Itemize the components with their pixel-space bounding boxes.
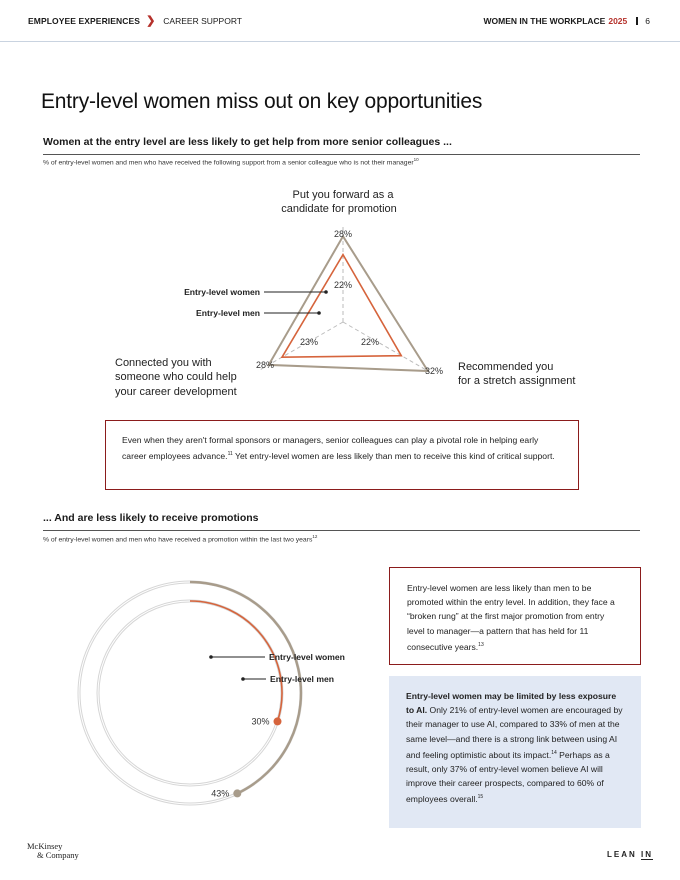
radial-bar-endpoint-men [233, 789, 241, 797]
radial-value-label-men: 43% [211, 788, 230, 799]
ring-tracks [79, 582, 301, 804]
subtitle-text: % of entry-level women and men who have received the following support from a senior colleague who is not their manager [43, 159, 414, 167]
legend-dot-women [324, 290, 328, 294]
callout-text: Only 21% of entry-level women are encouraged by their manager to use AI, compared to 33% of men at the same level—and there is a strong link between using AI and feeling optimistic about its impact. [406, 705, 623, 760]
radial-bar-women [190, 601, 282, 721]
callout-senior-support [105, 420, 579, 490]
page-title: Entry-level women miss out on key opportunities [41, 90, 483, 113]
lean-in-logo [607, 850, 653, 860]
radar-value-label-men: 28% [333, 229, 353, 239]
report-year: 2025 [608, 16, 628, 26]
logo-line: & Company [37, 850, 79, 860]
radar-axis-label: Connected you with [115, 357, 212, 369]
radar-legend [184, 287, 328, 318]
radar-value-label-women: 22% [361, 337, 380, 347]
footnote-ref: 11 [227, 450, 233, 457]
radial-bar-endpoint-women [274, 717, 282, 725]
callout-text: Even when they aren't formal sponsors or managers, senior colleagues can play a pivotal role in helping early career employees advance. [122, 435, 539, 461]
chevron-right-icon: ❯ [146, 15, 156, 27]
legend-label-men: Entry-level men [196, 308, 260, 318]
breadcrumb-page[interactable]: CAREER SUPPORT [163, 16, 243, 26]
radial-bar-men [190, 582, 301, 793]
legend-dot-men [317, 311, 321, 315]
ring-track-outer-inner [79, 582, 301, 804]
footnote-ref: 13 [478, 641, 484, 648]
callout-broken-rung [389, 567, 641, 665]
logo-text: LEAN [607, 850, 641, 859]
page-number: 6 [645, 16, 650, 26]
legend-label-women: Entry-level women [269, 652, 345, 662]
radar-chart [0, 0, 680, 420]
callout-ai-exposure [389, 676, 641, 828]
footnote-ref: 10 [413, 157, 419, 162]
radar-axis-label: Put you forward as a [292, 189, 394, 201]
footnote-ref: 14 [551, 749, 557, 756]
radar-grid [258, 224, 428, 371]
radar-value-label-men: 32% [425, 366, 444, 376]
mckinsey-logo [27, 842, 79, 860]
callout-heading: Entry-level women may be limited by less exposure to AI. [406, 691, 617, 716]
section-subtitle-promotions [43, 534, 317, 543]
ring-track-outer [79, 582, 301, 804]
callout-text: Entry-level women are less likely than men to be promoted within the entry level. In addition, they face a “broken rung” at the first major promotion from entry level to manager—a pattern that has held for 11 consecutive years. [407, 583, 615, 652]
legend-label-men: Entry-level men [270, 674, 334, 684]
ring-track-inner-inner [98, 601, 282, 785]
radar-axis-label: for a stretch assignment [458, 375, 576, 387]
radial-legend [209, 652, 345, 684]
subtitle-text: % of entry-level women and men who have received a promotion within the last two years [43, 536, 313, 544]
footnote-ref: 15 [477, 794, 484, 801]
callout-text: Yet entry-level women are less likely than men to receive this kind of critical support. [232, 450, 555, 461]
report-title: WOMEN IN THE WORKPLACE [483, 16, 606, 26]
radar-axis-label: candidate for promotion [281, 203, 397, 215]
radial-value-label-women: 30% [251, 716, 270, 727]
footnote-ref: 12 [312, 534, 318, 539]
logo-text: IN [641, 850, 653, 859]
radar-value-label-women: 23% [300, 337, 319, 347]
radar-axis-label: Recommended you [458, 361, 554, 373]
callout-text: Perhaps as a result, only 37% of entry-level women believe AI will improve their career prospects, compared to 60% of employees overall. [406, 749, 610, 805]
ring-track-inner [98, 601, 282, 785]
legend-dot-men [241, 677, 245, 681]
breadcrumb-section[interactable]: EMPLOYEE EXPERIENCES [28, 16, 141, 26]
section-title-promotions: ... And are less likely to receive promotions [43, 512, 640, 531]
logo-line: McKinsey [27, 841, 63, 851]
radar-axis-label: your career development [115, 386, 237, 398]
legend-label-women: Entry-level women [184, 287, 260, 297]
radar-axis-label: someone who could help [115, 371, 237, 383]
radar-value-label-men: 28% [256, 360, 275, 370]
legend-dot-women [209, 655, 213, 659]
radar-value-label-women: 22% [333, 280, 353, 290]
section-title-senior-help: Women at the entry level are less likely to get help from more senior colleagues ... [43, 136, 640, 155]
